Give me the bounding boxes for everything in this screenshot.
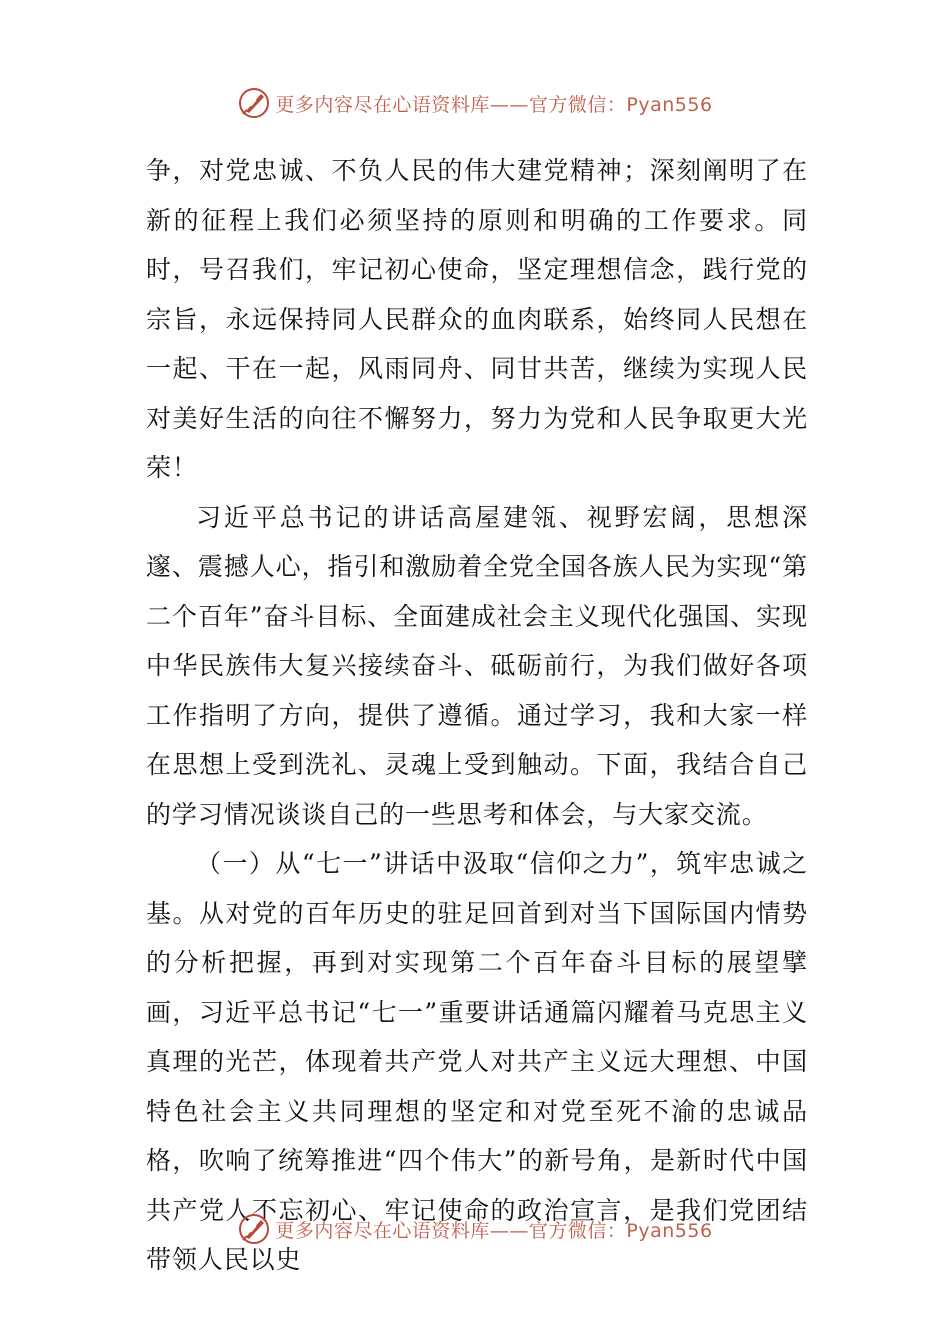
quill-logo-icon: [237, 86, 271, 120]
footer-wechat-id: Pyan556: [626, 1219, 713, 1242]
header-banner-text: [275, 90, 712, 117]
paragraph-3: （一）从“七一”讲话中汲取“信仰之力”，筑牢忠诚之基。从对党的百年历史的驻足回首到对当下国际国内情势的分析把握，再到对实现第二个百年奋斗目标的展望擘画，习近平总书记“七一”重要讲话通篇闪耀着马克思主义真理的光芒，体现着共产党人对共产主义远大理想、中国特色社会主义共同理想的坚定和对党至死不渝的忠诚品格，吹响了统筹推进“四个伟大”的新号角，是新时代中国共产党人不忘初心、牢记使命的政治宣言，是我们党团结带领人民以史: [146, 849, 808, 1274]
footer-watermark: [0, 1209, 950, 1249]
quill-logo-icon: [237, 1212, 271, 1246]
paragraph-1: 争，对党忠诚、不负人民的伟大建党精神；深刻阐明了在新的征程上我们必须坚持的原则和明确的工作要求。同时，号召我们，牢记初心使命，坚定理想信念，践行党的宗旨，永远保持同人民群众的血肉联系，始终同人民想在一起、干在一起，风雨同舟、同甘共苦，继续为实现人民对美好生活的向往不懈努力，努力为党和人民争取更大光荣！: [146, 156, 808, 482]
header-wechat-id: Pyan556: [626, 93, 713, 116]
header-site-text: 更多内容尽在心语资料库——官方微信：: [275, 93, 627, 116]
header-watermark: [0, 83, 950, 123]
footer-site-text: 更多内容尽在心语资料库——官方微信：: [275, 1219, 627, 1242]
paragraph-2: 习近平总书记的讲话高屋建瓴、视野宏阔，思想深邃、震撼人心，指引和激励着全党全国各族人民为实现“第二个百年”奋斗目标、全面建成社会主义现代化强国、实现中华民族伟大复兴接续奋斗、砥砺前行，为我们做好各项工作指明了方向，提供了遵循。通过学习，我和大家一样在思想上受到洗礼、灵魂上受到触动。下面，我结合自己的学习情况谈谈自己的一些思考和体会，与大家交流。: [146, 502, 808, 829]
footer-banner-text: [275, 1216, 712, 1243]
document-body: [146, 146, 808, 1285]
